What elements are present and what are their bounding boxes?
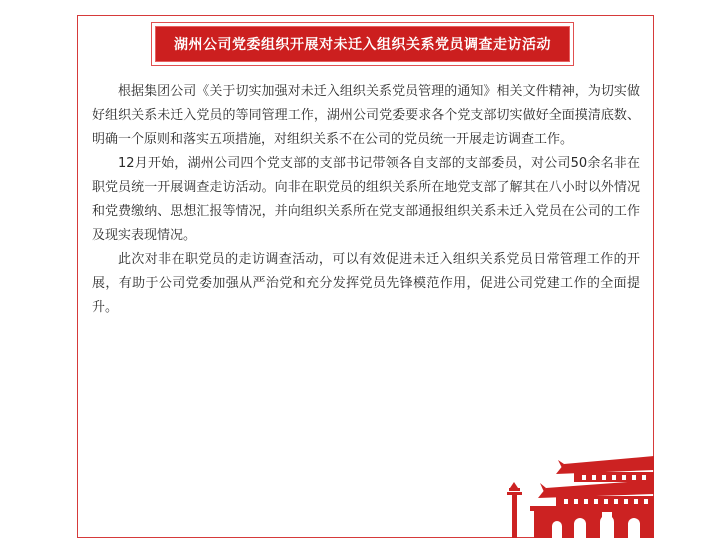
paragraph-3: 此次对非在职党员的走访调查活动，可以有效促进未迁入组织关系党员日常管理工作的开展，有助于公司党委加强从严治党和充分发挥党员先锋模范作用，促进公司党建工作的全面提升。 [92,252,640,315]
tiananmen-gate-icon [504,452,654,538]
paragraph-1: 根据集团公司《关于切实加强对未迁入组织关系党员管理的通知》相关文件精神，为切实做好组织关系未迁入党员的等同管理工作，湖州公司党委要求各个党支部切实做好全面摸清底数、明确一个原则和落实五项措施，对组织关系不在公司的党员统一开展走访调查工作。 [92,84,640,147]
page-title: 湖州公司党委组织开展对未迁入组织关系党员调查走访活动 [174,37,551,53]
title-banner [155,26,570,62]
paragraph-2: 12月开始，湖州公司四个党支部的支部书记带领各自支部的支部委员，对公司50余名非在职党员统一开展调查走访活动。向非在职党员的组织关系所在地党支部了解其在八小时以外情况和党费缴纳、思想汇报等情况，并向组织关系所在党支部通报组织关系未迁入党员在公司的工作及现实表现情况。 [92,156,640,243]
article-body [92,80,640,320]
